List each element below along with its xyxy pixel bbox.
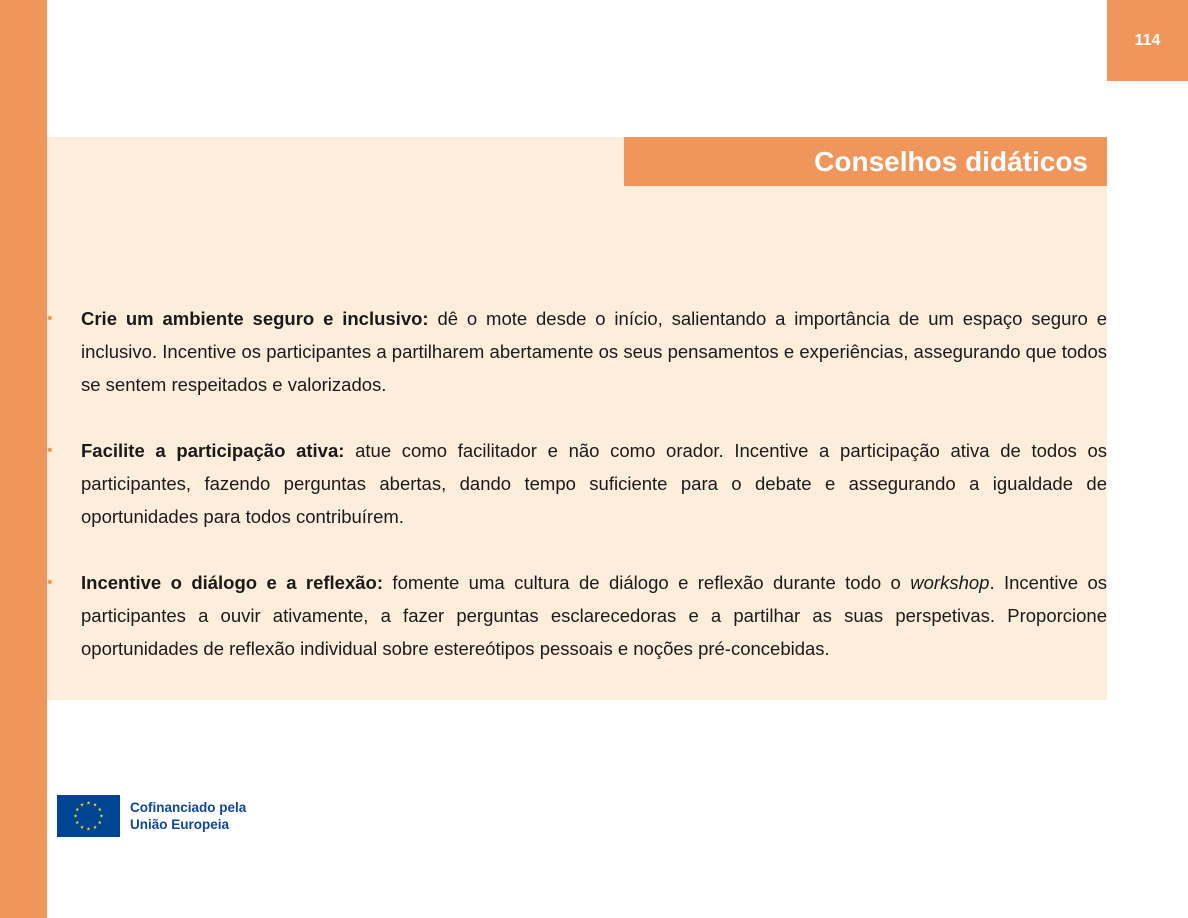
bullet-icon: • [47,574,53,591]
advice-text-before: fomente uma cultura de diálogo e reflexão durante todo o [383,572,911,593]
eu-logo-line1: Cofinanciado pela [130,800,247,815]
eu-logo-line2: União Europeia [130,817,230,832]
bullet-icon: • [47,310,53,327]
advice-text: atue como facilitador e não como orador. Incentive a participação ativa de todos os participantes, fazendo perguntas abertas, dando tempo suficiente para o debate e assegurando a igualdade de oportunidades para todos contribuírem. [81,440,1107,527]
advice-text-after: . Incentive os participantes a ouvir ativamente, a fazer perguntas esclarecedoras e a partilhar as suas perspetivas. Proporcione oportunidades de reflexão individual sobre estereótipos pessoais e noções pré-concebidas. [81,572,1107,659]
eu-flag-icon [57,795,120,837]
page-number: 114 [1134,31,1161,49]
advice-heading: Crie um ambiente seguro e inclusivo: [81,308,429,329]
page-title: Conselhos didáticos [814,145,1088,177]
advice-item-safe-environment [47,302,1107,401]
bullet-icon: • [47,442,53,459]
advice-heading: Facilite a participação ativa: [81,440,345,461]
advice-text: dê o mote desde o início, salientando a importância de um espaço seguro e inclusivo. Incentive os participantes a partilharem abertamente os seus pensamentos e experiências, assegurando que todos se sentem respeitados e valorizados. [81,308,1107,395]
eu-logo-text [130,799,246,833]
title-bar [624,137,1107,186]
eu-cofunding-logo [57,795,246,837]
advice-heading: Incentive o diálogo e a reflexão: [81,572,384,593]
advice-item-dialogue-reflection [47,566,1107,665]
advice-item-active-participation [47,434,1107,533]
advice-text-italic: workshop [910,572,990,593]
page-number-box [1107,0,1188,81]
advice-list [47,302,1107,698]
left-accent-bar [0,0,47,918]
